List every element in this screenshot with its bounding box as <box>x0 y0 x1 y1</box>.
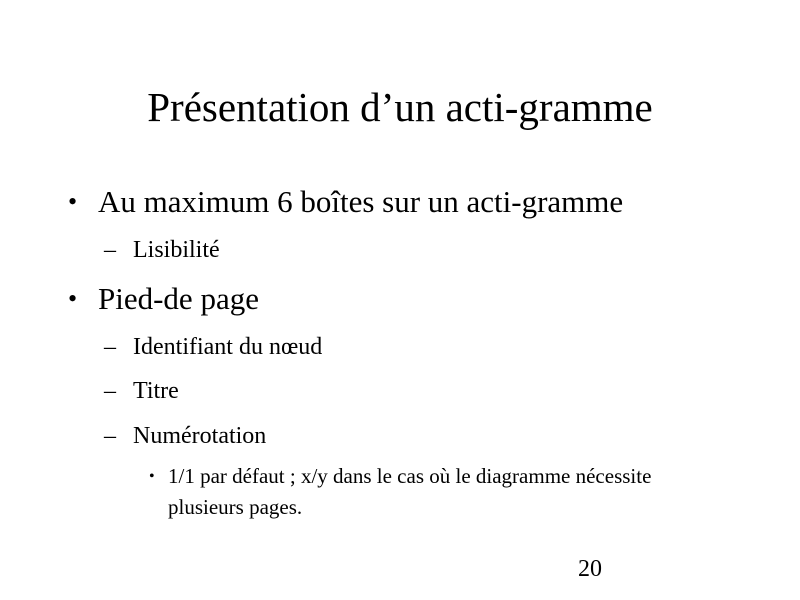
sub-bullet-item <box>104 332 323 362</box>
bullet-marker: • <box>68 187 78 216</box>
sub-bullet-item <box>104 421 267 451</box>
dash-marker: – <box>104 237 116 263</box>
bullet-item <box>68 281 259 317</box>
dash-marker: – <box>104 423 116 449</box>
bullet-marker: • <box>68 284 78 313</box>
sub-bullet-text: Identifiant du nœud <box>133 334 323 360</box>
bullet-text: Au maximum 6 boîtes sur un acti-gramme <box>98 184 624 219</box>
sub-bullet-item <box>104 376 179 406</box>
sub-bullet-text: Titre <box>133 378 179 404</box>
bullet-marker: • <box>149 468 155 485</box>
dash-marker: – <box>104 334 116 360</box>
sub-bullet-text: Numérotation <box>133 423 267 449</box>
dash-marker: – <box>104 378 116 404</box>
sub-bullet-item <box>104 235 220 265</box>
page-number: 20 <box>578 556 602 582</box>
bullet-item <box>68 184 624 220</box>
sub-bullet-text: Lisibilité <box>133 237 220 263</box>
bullet-text: Pied-de page <box>98 281 259 316</box>
slide-title: Présentation d’un acti-gramme <box>147 84 653 130</box>
sub-sub-bullet-text: 1/1 par défaut ; x/y dans le cas où le diagramme nécessite plusieurs pages. <box>168 464 652 519</box>
sub-sub-bullet-item <box>149 461 708 523</box>
